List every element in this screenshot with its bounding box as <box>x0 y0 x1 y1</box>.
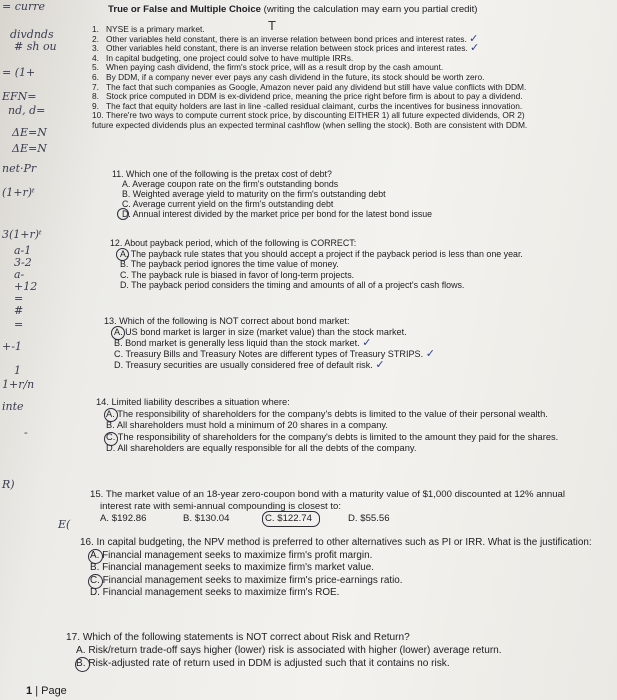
answer-circle <box>104 432 118 446</box>
question-13 <box>104 316 435 371</box>
margin-note: nd, d= <box>8 104 46 117</box>
option-b: B. Risk-adjusted rate of return used in DDM is adjusted such that it contains no risk. <box>76 658 450 669</box>
margin-note: = <box>14 292 24 305</box>
margin-note: +12 <box>14 280 38 293</box>
tf-item: 7. The fact that such companies as Google, Amazon never paid any dividend but still have value conflicts with DDM. <box>92 82 527 92</box>
tf-item: 3. Other variables held constant, there is an inverse relation between stock prices and interest rates. ✓ <box>92 44 480 54</box>
check-icon: ✓ <box>425 348 435 360</box>
margin-note: # sh ou <box>14 40 57 53</box>
tf-item-continuation: future expected dividends plus an expected terminal cashflow (when selling the stock). Both are consistent with DDM. <box>92 120 528 130</box>
option-d: D. $55.56 <box>348 513 390 524</box>
true-false-list <box>92 25 612 131</box>
question-15 <box>90 489 565 525</box>
option-d: D. Treasury securities are usually considered free of default risk. ✓ <box>114 359 385 371</box>
margin-note: # <box>14 304 24 317</box>
question-stem: 13. Which of the following is NOT correct about bond market: <box>104 316 350 326</box>
section-header <box>108 4 478 15</box>
margin-note: 3(1+r)ᵗ <box>2 228 42 241</box>
question-16 <box>80 537 592 600</box>
option-c: C. Treasury Bills and Treasury Notes are different types of Treasury STRIPS. ✓ <box>114 348 435 360</box>
option-b: B. Financial management seeks to maximize firm's market value. <box>90 562 374 574</box>
page-label: Page <box>41 685 67 697</box>
question-stem: 12. About payback period, which of the following is CORRECT: <box>110 238 357 248</box>
option-c: C. The payback rule is biased in favor of long-term projects. <box>120 269 355 280</box>
margin-note: - <box>24 426 28 439</box>
option-d: D. All shareholders are equally responsible for all the debts of the company. <box>106 443 417 453</box>
margin-note: 1 <box>14 364 21 377</box>
option-b: B. Bond market is generally less liquid than the stock market. ✓ <box>114 337 372 349</box>
option-c: C. The responsibility of shareholders for the company's debts is limited to the amount they paid for the shares. <box>106 431 559 442</box>
option-a: A. Risk/return trade-off says higher (lower) risk is associated with higher (lower) average return. <box>76 645 502 656</box>
options-row <box>90 513 565 525</box>
answer-circle <box>262 511 320 527</box>
option-a: A. The payback rule states that you should accept a project if the payback period is less than one year. <box>120 248 523 259</box>
handwritten-t-mark: T <box>268 18 276 33</box>
section-note: (writing the calculation may earn you partial credit) <box>263 4 478 15</box>
option-a: A. $192.86 <box>100 513 147 524</box>
section-title: True or False and Multiple Choice <box>108 4 261 15</box>
answer-circle <box>88 574 103 589</box>
question-stem: 16. In capital budgeting, the NPV method is preferred to other alternatives such as PI or IRR. What is the justification: <box>80 537 592 548</box>
margin-note: 1+r/n <box>2 378 35 391</box>
margin-note: = <box>14 318 24 331</box>
option-c: C. Financial management seeks to maximize firm's price-earnings ratio. <box>90 574 403 586</box>
margin-note: ΔE=N <box>12 142 47 155</box>
margin-note: divdnds <box>10 28 54 41</box>
margin-note: = (1+ <box>2 66 36 79</box>
check-icon: ✓ <box>469 34 479 45</box>
margin-note: ΔE=N <box>12 126 47 139</box>
tf-item: 10. There're two ways to compute current stock price, by discounting EITHER 1) all future expected dividends, OR 2) <box>92 111 525 121</box>
option-a: A. US bond market is larger in size (market value) than the stock market. <box>114 327 407 337</box>
option-a: A. Financial management seeks to maximize firm's profit margin. <box>90 549 373 561</box>
question-stem: 14. Limited liability describes a situation where: <box>96 397 290 407</box>
option-c: C. $122.74 <box>265 513 312 524</box>
tf-item: 8. Stock price computed in DDM is ex-dividend price, meaning the price right before firm is about to pay a dividend. <box>92 92 523 102</box>
option-b: B. $130.04 <box>183 513 230 524</box>
tf-item: 2. Other variables held constant, there is an inverse relation between bond prices and interest rates. ✓ <box>92 34 479 45</box>
option-c: C. Average current yield on the firm's outstanding debt <box>122 199 334 209</box>
option-a: A. Average coupon rate on the firm's outstanding bonds <box>122 179 339 189</box>
check-icon: ✓ <box>362 337 372 349</box>
option-b: B. Weighted average yield to maturity on the firm's outstanding debt <box>122 189 386 199</box>
page-footer <box>26 685 67 697</box>
margin-note: net·Pr <box>2 162 37 175</box>
margin-note: +-1 <box>2 340 22 353</box>
margin-note: 3-2 <box>14 256 32 269</box>
option-b: B. All shareholders must hold a minimum of 20 shares in a company. <box>106 420 388 430</box>
question-12 <box>110 238 523 291</box>
check-icon: ✓ <box>470 44 480 54</box>
margin-note: EFN= <box>2 90 37 103</box>
option-a: A. The responsibility of shareholders for the company's debts is limited to the value of their personal wealth. <box>106 408 548 419</box>
question-17 <box>66 631 502 670</box>
margin-note: (1+r)ᵗ <box>2 186 35 199</box>
margin-note: = curre <box>2 0 45 13</box>
margin-note: inte <box>2 400 24 413</box>
question-stem: 15. The market value of an 18-year zero-coupon bond with a maturity value of $1,000 discounted at 12% annual <box>90 489 566 500</box>
question-14 <box>96 397 558 455</box>
page-number: 1 <box>26 685 33 697</box>
option-d: D. The payback period considers the timing and amounts of all of a project's cash flows. <box>120 280 465 290</box>
tf-item: 5. When paying cash dividend, the firm's stock price, will as a result drop by the cash amount. <box>92 63 444 73</box>
margin-note: a- <box>14 268 25 281</box>
question-11 <box>112 169 432 219</box>
margin-note: a-1 <box>14 244 32 257</box>
handwritten-margin-notes <box>0 0 70 700</box>
check-icon: ✓ <box>375 359 385 371</box>
answer-circle <box>88 549 103 564</box>
margin-note: E( <box>58 518 71 531</box>
page-separator: | <box>35 685 39 697</box>
question-stem: 17. Which of the following statements is NOT correct about Risk and Return? <box>66 632 410 643</box>
option-d: D. Annual interest divided by the market price per bond for the latest bond issue <box>122 209 433 219</box>
answer-circle <box>111 326 125 340</box>
option-b: B. The payback period ignores the time value of money. <box>120 259 339 269</box>
margin-note: R) <box>2 478 15 491</box>
question-stem-continued: interest rate with semi-annual compounding is closest to: <box>100 501 342 512</box>
tf-item: 4. In capital budgeting, one project could solve to have multiple IRRs. <box>92 53 354 63</box>
answer-circle <box>116 248 129 261</box>
answer-circle <box>117 208 129 220</box>
option-d: D. Financial management seeks to maximize firm's ROE. <box>90 587 340 599</box>
tf-item: 1. NYSE is a primary market. <box>92 25 205 34</box>
answer-circle <box>104 408 118 422</box>
answer-circle <box>75 657 90 672</box>
tf-item: 9. The fact that equity holders are last in line -called residual claimant, curbs the incentives for business innovation. <box>92 101 523 111</box>
question-stem: 11. Which one of the following is the pretax cost of debt? <box>112 169 332 179</box>
tf-item: 6. By DDM, if a company never ever pays any cash dividend in the future, its stock should be worth zero. <box>92 72 485 82</box>
